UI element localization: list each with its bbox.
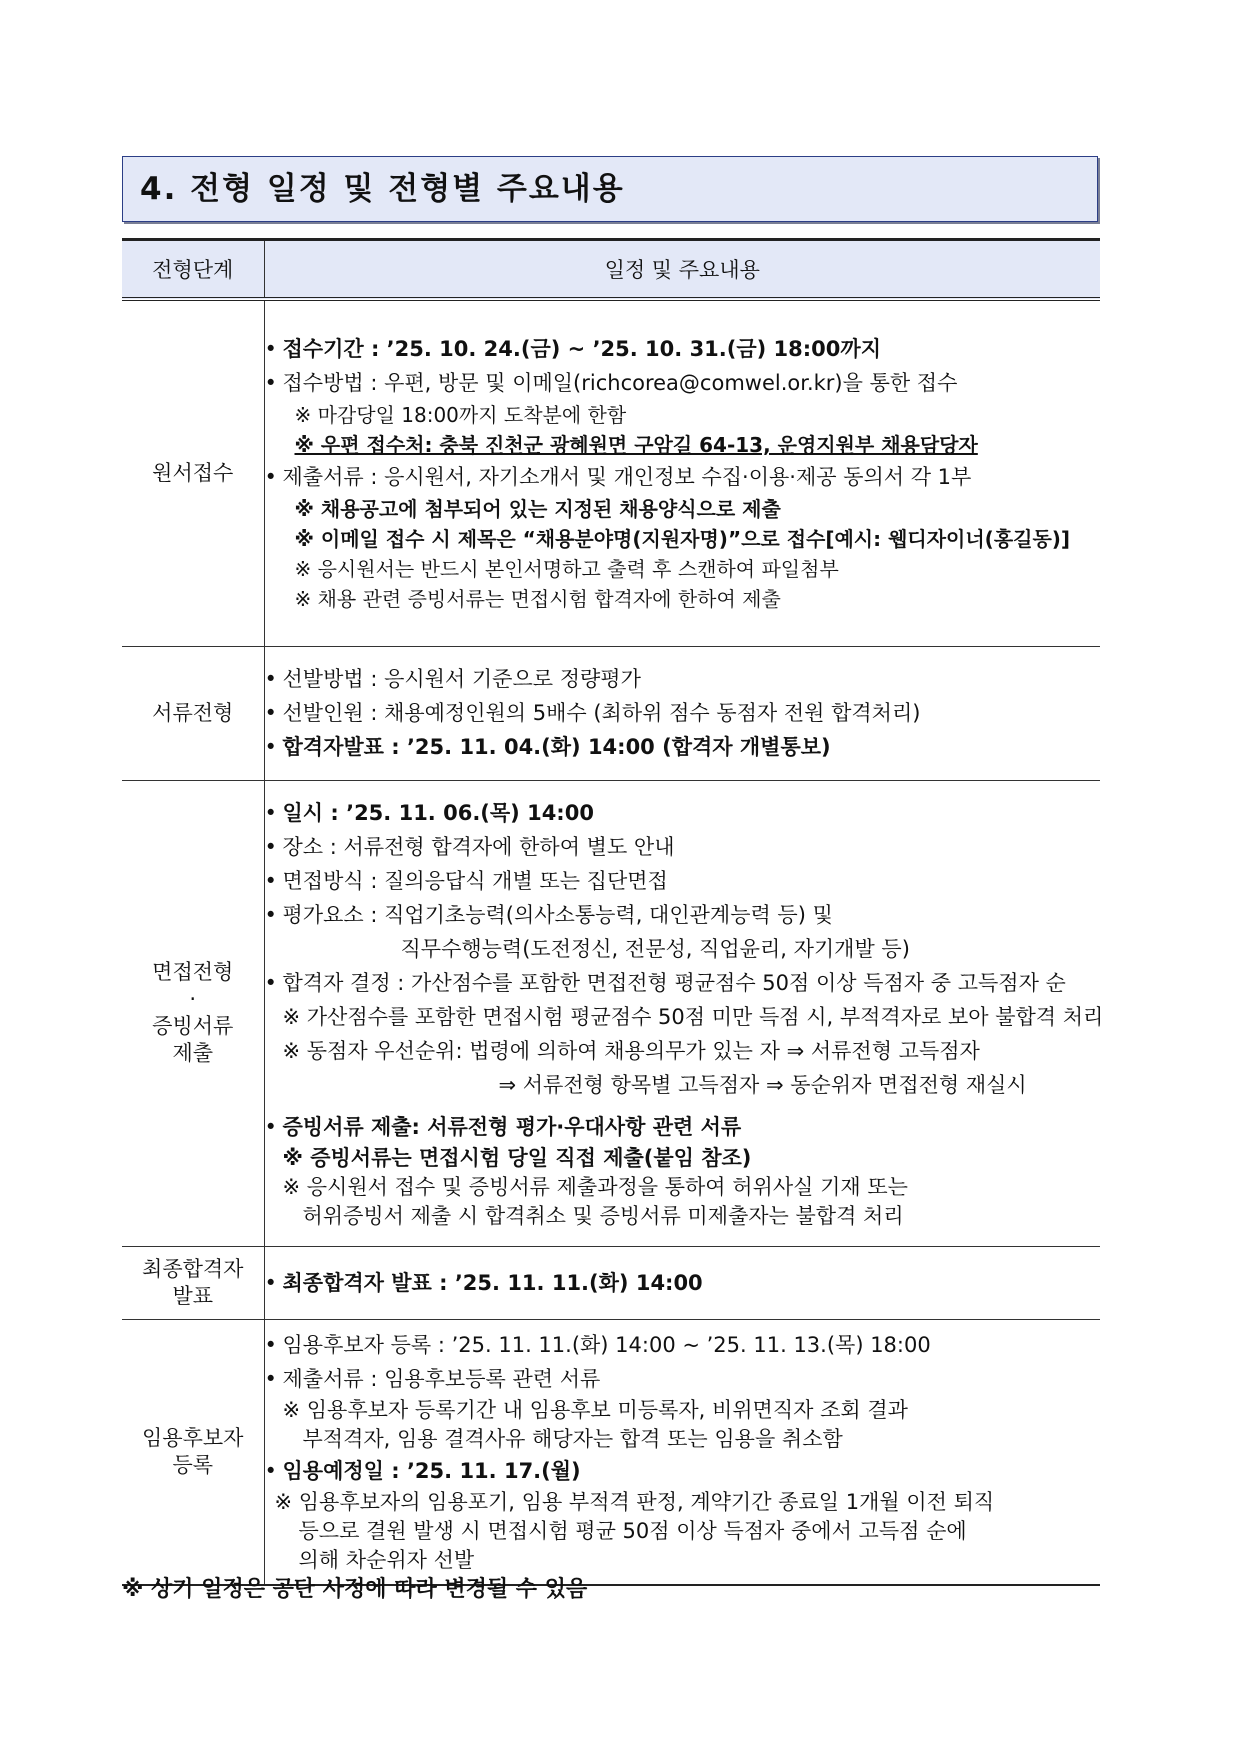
- bullet-icon: •: [264, 800, 277, 825]
- line-text: ※ 채용공고에 첨부되어 있는 지정된 채용양식으로 제출: [294, 497, 781, 522]
- line-text: 합격자 결정 : 가산점수를 포함한 면접전형 평균점수 50점 이상 득점자 중 고득점자 순: [282, 970, 1066, 995]
- line-text: 제출서류 : 임용후보등록 관련 서류: [282, 1367, 601, 1392]
- stage-cell: [122, 299, 264, 646]
- stage-label-line: ·: [189, 987, 197, 1011]
- table-row: [122, 780, 1100, 1246]
- header-content: 일정 및 주요내용: [264, 240, 1100, 300]
- stage-label-line: 발표: [172, 1283, 214, 1308]
- line-text: ※ 동점자 우선순위: 법령에 의하여 채용의무가 있는 자 ⇒ 서류전형 고득점자: [282, 1038, 980, 1063]
- bullet-item: [265, 460, 1101, 494]
- bullet-item: [265, 366, 1101, 400]
- line-text: ※ 임용후보자의 임용포기, 임용 부적격 판정, 계약기간 종료일 1개월 이전 퇴직: [274, 1490, 995, 1515]
- schedule-table: [122, 238, 1104, 1586]
- note-line: [265, 1173, 1101, 1202]
- stage-label-line: 증빙서류: [152, 1014, 234, 1038]
- line-text: ※ 채용 관련 증빙서류는 면접시험 합격자에 한하여 제출: [294, 587, 781, 612]
- stage-cell: [122, 1246, 264, 1319]
- bullet-item: [265, 730, 1101, 764]
- bullet-item: [265, 796, 1101, 830]
- table-header-row: [122, 240, 1100, 300]
- bullet-icon: •: [264, 868, 277, 893]
- note-line: [265, 1396, 1101, 1425]
- line-text: 일시 : ’25. 11. 06.(목) 14:00: [282, 800, 594, 825]
- bullet-icon: •: [264, 735, 277, 759]
- bullet-icon: •: [264, 902, 277, 927]
- line-text: 부적격자, 임용 결격사유 해당자는 합격 또는 임용을 취소함: [302, 1427, 843, 1452]
- content-cell: [264, 646, 1100, 780]
- line-text: ※ 임용후보자 등록기간 내 임용후보 미등록자, 비위면직자 조회 결과: [282, 1398, 908, 1423]
- section-title: 4. 전형 일정 및 전형별 주요내용: [122, 156, 1098, 222]
- bullet-item: [265, 332, 1101, 366]
- bullet-icon: •: [264, 371, 277, 396]
- table-row: [122, 646, 1100, 780]
- bullet-icon: •: [264, 337, 277, 362]
- note-line: [265, 584, 1101, 614]
- bullet-item: [265, 898, 1101, 932]
- bullet-icon: •: [264, 667, 277, 691]
- note-line: [265, 400, 1101, 430]
- bullet-item: [265, 830, 1101, 864]
- note-line: [265, 1488, 1101, 1517]
- line-text: 선발방법 : 응시원서 기준으로 정량평가: [282, 667, 641, 691]
- stage-label-line: 원서접수: [152, 460, 234, 485]
- line-text: 증빙서류 제출: 서류전형 평가·우대사항 관련 서류: [282, 1114, 742, 1139]
- bullet-icon: •: [264, 1367, 277, 1392]
- stage-label-line: 면접전형: [152, 960, 234, 984]
- line-text: ※ 이메일 접수 시 제목은 “채용분야명(지원자명)”으로 접수[예시: 웹디자이너(홍길동)]: [294, 527, 1071, 552]
- line-text: ※ 응시원서는 반드시 본인서명하고 출력 후 스캔하여 파일첨부: [294, 557, 839, 582]
- note-line: [265, 1546, 1101, 1575]
- line-text: ※ 가산점수를 포함한 면접시험 평균점수 50점 미만 득점 시, 부적격자로 보아 불합격 처리: [282, 1004, 1104, 1029]
- line-text: 임용예정일 : ’25. 11. 17.(월): [282, 1459, 581, 1484]
- note-line: [265, 1202, 1101, 1231]
- line-text: 등으로 결원 발생 시 면접시험 평균 50점 이상 득점자 중에서 고득점 순에: [298, 1519, 967, 1544]
- note-line: [265, 1034, 1101, 1068]
- note-line: [265, 1068, 1101, 1102]
- line-text: 면접방식 : 질의응답식 개별 또는 집단면접: [282, 868, 668, 893]
- stage-cell: [122, 1319, 264, 1585]
- line-text: 접수기간 : ’25. 10. 24.(금) ~ ’25. 10. 31.(금) 18:00까지: [282, 337, 881, 362]
- bullet-item: [265, 966, 1101, 1000]
- note-line: [265, 1000, 1104, 1034]
- stage-cell: [122, 646, 264, 780]
- line-text: ※ 우편 접수처: 충북 진천군 광혜원면 구암길 64-13, 운영지원부 채용담당자: [294, 433, 978, 458]
- bullet-icon: •: [264, 465, 277, 490]
- table-row: [122, 1246, 1100, 1319]
- bullet-item: [265, 1362, 1101, 1396]
- stage-label-line: 임용후보자: [142, 1425, 244, 1450]
- note-line: [265, 494, 1101, 524]
- line-text: 최종합격자 발표 : ’25. 11. 11.(화) 14:00: [282, 1270, 703, 1295]
- bullet-icon: •: [264, 1459, 277, 1484]
- note-line: [265, 1144, 1101, 1173]
- bullet-item: [265, 662, 1101, 696]
- content-cell: [264, 1246, 1100, 1319]
- note-line: [265, 1517, 1101, 1546]
- bullet-icon: •: [264, 970, 277, 995]
- stage-label-line: 등록: [172, 1452, 214, 1477]
- note-line: [265, 524, 1101, 554]
- content-cell: [264, 1319, 1100, 1585]
- content-cell: [264, 780, 1104, 1246]
- stage-label-line: 제출: [172, 1041, 214, 1065]
- table-row: [122, 299, 1100, 646]
- bullet-icon: •: [264, 1114, 277, 1139]
- header-stage: 전형단계: [122, 240, 264, 300]
- stage-label-line: 최종합격자: [142, 1256, 244, 1281]
- bullet-icon: •: [264, 701, 277, 725]
- bullet-icon: •: [264, 1333, 277, 1358]
- note-line: [265, 932, 1101, 966]
- line-text: 허위증빙서 제출 시 합격취소 및 증빙서류 미제출자는 불합격 처리: [302, 1203, 904, 1228]
- line-text: 직무수행능력(도전정신, 전문성, 직업윤리, 자기개발 등): [400, 936, 910, 961]
- line-text: ※ 증빙서류는 면접시험 당일 직접 제출(붙임 참조): [282, 1145, 752, 1170]
- bullet-icon: •: [264, 1270, 277, 1295]
- line-text: 접수방법 : 우편, 방문 및 이메일(richcorea@comwel.or.kr)을 통한 접수: [282, 371, 958, 396]
- line-text: 장소 : 서류전형 합격자에 한하여 별도 안내: [282, 834, 675, 859]
- line-text: 의해 차순위자 선발: [298, 1548, 475, 1573]
- bullet-item: [265, 864, 1101, 898]
- content-cell: [264, 299, 1100, 646]
- bullet-item: [265, 1266, 1101, 1300]
- line-text: 평가요소 : 직업기초능력(의사소통능력, 대인관계능력 등) 및: [282, 902, 833, 927]
- stage-cell: [122, 780, 264, 1246]
- line-text: ※ 마감당일 18:00까지 도착분에 한함: [294, 403, 627, 428]
- line-text: ⇒ 서류전형 항목별 고득점자 ⇒ 동순위자 면접전형 재실시: [498, 1072, 1027, 1097]
- line-text: ※ 응시원서 접수 및 증빙서류 제출과정을 통하여 허위사실 기재 또는: [282, 1174, 908, 1199]
- note-line: [265, 554, 1101, 584]
- note-line: [265, 1425, 1101, 1454]
- bullet-item: [265, 1328, 1101, 1362]
- line-text: 선발인원 : 채용예정인원의 5배수 (최하위 점수 동점자 전원 합격처리): [282, 701, 921, 725]
- stage-label-line: 서류전형: [152, 700, 234, 725]
- bullet-icon: •: [264, 834, 277, 859]
- line-text: 제출서류 : 응시원서, 자기소개서 및 개인정보 수집·이용·제공 동의서 각 1부: [282, 465, 972, 490]
- bullet-item: [265, 1110, 1101, 1144]
- note-line: [265, 430, 1101, 460]
- bullet-item: [265, 696, 1101, 730]
- table-row: [122, 1319, 1100, 1585]
- line-text: 임용후보자 등록 : ’25. 11. 11.(화) 14:00 ~ ’25. 11. 13.(목) 18:00: [282, 1333, 931, 1358]
- line-text: 합격자발표 : ’25. 11. 04.(화) 14:00 (합격자 개별통보): [282, 735, 831, 759]
- bullet-item: [265, 1454, 1101, 1488]
- footnote: ※ 상기 일정은 공단 사정에 따라 변경될 수 있음: [122, 1577, 588, 1602]
